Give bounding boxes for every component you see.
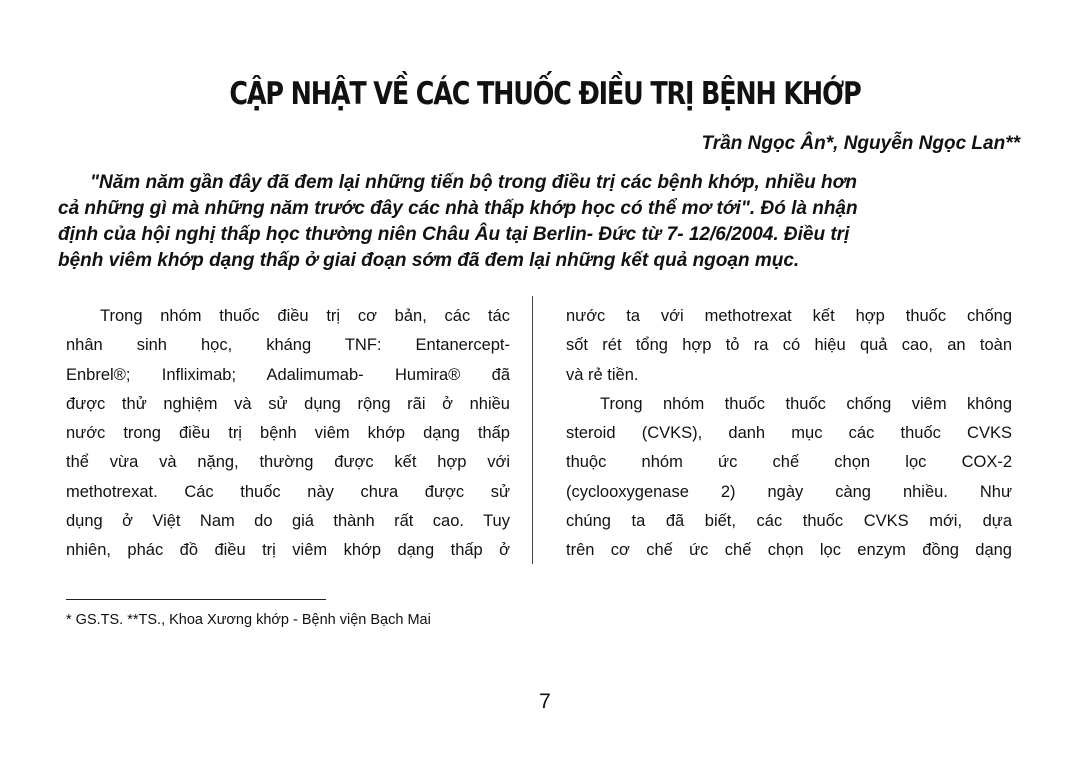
- body-line: nhiên, phác đồ điều trị viêm khớp dạng thấp ở: [66, 541, 510, 560]
- body-line: Enbrel®; Infliximab; Adalimumab- Humira® đã: [66, 365, 510, 384]
- body-line: thuộc nhóm ức chế chọn lọc COX-2: [566, 453, 1012, 472]
- footnote: * GS.TS. **TS., Khoa Xương khớp - Bệnh viện Bạch Mai: [66, 612, 431, 628]
- abstract-line: "Năm năm gần đây đã đem lại những tiến bộ trong điều trị các bệnh khớp, nhiều hơn: [90, 172, 857, 193]
- abstract-line: cả những gì mà những năm trước đây các nhà thấp khớp học có thể mơ tới". Đó là nhận: [58, 198, 858, 219]
- body-line: Trong nhóm thuốc điều trị cơ bản, các tác: [100, 307, 510, 325]
- body-line: nước trong điều trị bệnh viêm khớp dạng thấp: [66, 424, 510, 443]
- abstract-line: bệnh viêm khớp dạng thấp ở giai đoạn sớm đã đem lại những kết quả ngoạn mục.: [58, 250, 800, 271]
- article-authors: Trần Ngọc Ân*, Nguyễn Ngọc Lan**: [701, 133, 1020, 154]
- body-line: chúng ta đã biết, các thuốc CVKS mới, dựa: [566, 512, 1012, 531]
- left-column: [66, 302, 510, 566]
- body-line: nhân sinh học, kháng TNF: Entanercept-: [66, 336, 510, 355]
- body-line: (cyclooxygenase 2) ngày càng nhiều. Như: [566, 482, 1012, 501]
- body-line: thể vừa và nặng, thường được kết hợp với: [66, 453, 510, 472]
- article-title: CẬP NHẬT VỀ CÁC THUỐC ĐIỀU TRỊ BỆNH KHỚP: [229, 76, 861, 112]
- body-line: trên cơ chế ức chế chọn lọc enzym đồng dạng: [566, 541, 1012, 560]
- right-column: [566, 302, 1012, 566]
- body-line: Trong nhóm thuốc thuốc chống viêm không: [600, 394, 1012, 413]
- body-line: sốt rét tổng hợp tỏ ra có hiệu quả cao, an toàn: [566, 336, 1012, 355]
- article-abstract: [58, 170, 1026, 274]
- abstract-line: định của hội nghị thấp học thường niên Châu Âu tại Berlin- Đức từ 7- 12/6/2004. Điều trị: [58, 224, 850, 245]
- body-line: dụng ở Việt Nam do giá thành rất cao. Tuy: [66, 512, 510, 531]
- body-line: steroid (CVKS), danh mục các thuốc CVKS: [566, 424, 1012, 443]
- page-number: 7: [539, 690, 551, 713]
- footnote-rule: [66, 599, 326, 600]
- body-line: và rẻ tiền.: [566, 365, 639, 384]
- column-divider: [532, 296, 533, 564]
- body-line: methotrexat. Các thuốc này chưa được sử: [66, 482, 510, 501]
- body-line: được thử nghiệm và sử dụng rộng rãi ở nhiều: [66, 394, 510, 413]
- body-line: nước ta với methotrexat kết hợp thuốc chống: [566, 307, 1012, 325]
